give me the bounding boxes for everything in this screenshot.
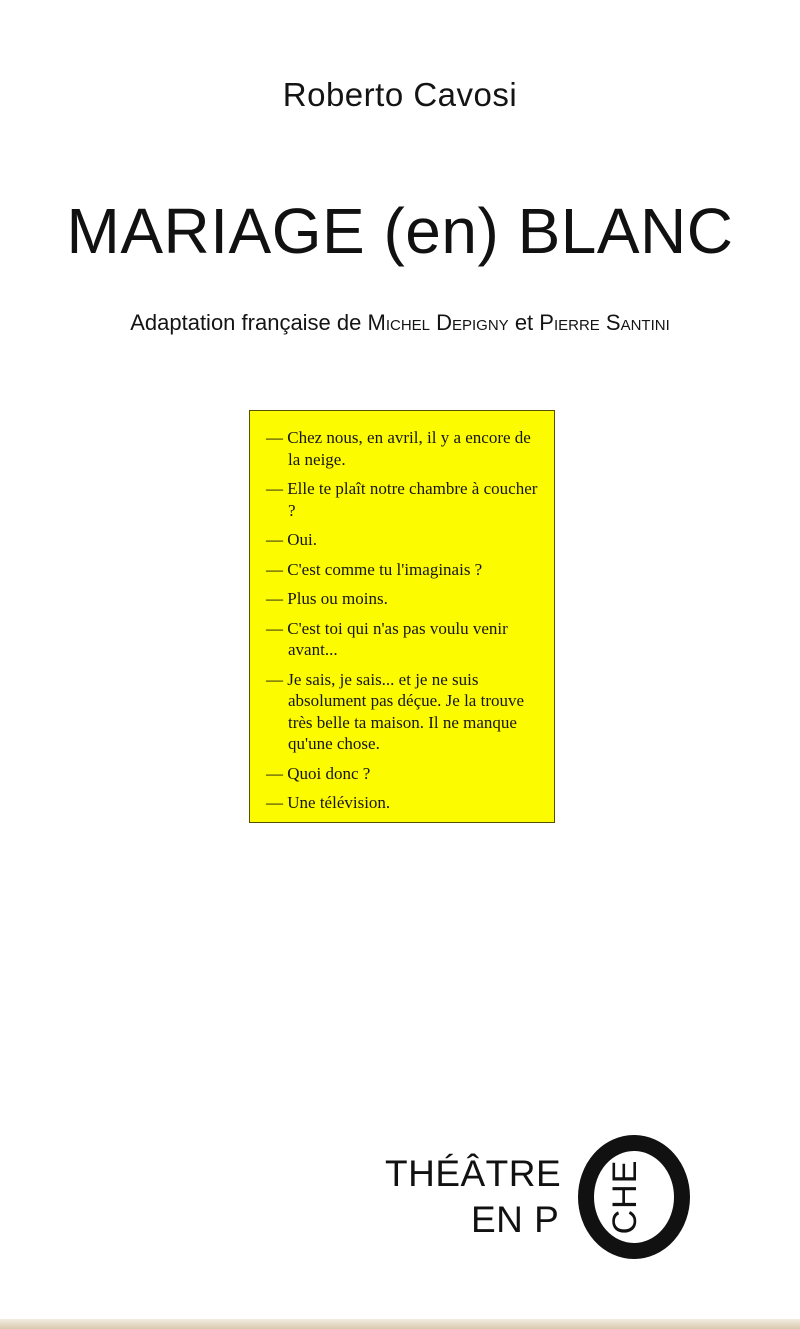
adaptation-credit (0, 310, 800, 336)
excerpt-line: — Quoi donc ? (266, 763, 371, 783)
adaptation-prefix: Adaptation française de (130, 310, 368, 335)
excerpt-line: — C'est comme tu l'imaginais ? (266, 559, 483, 579)
translator-2: Pierre Santini (539, 310, 670, 335)
excerpt-line: — Plus ou moins. (266, 589, 388, 608)
author-name: Roberto Cavosi (282, 76, 518, 113)
book-title: MARIAGE (en) BLANC (66, 195, 734, 267)
publisher-logo-line-2: EN P (471, 1199, 560, 1240)
publisher-logo-vertical-text (605, 1149, 655, 1245)
publisher-logo (385, 1135, 705, 1265)
adaptation-conjunction: et (508, 310, 540, 335)
publisher-logo-line-1: THÉÂTRE (385, 1153, 562, 1194)
excerpt-line: — Oui. (266, 530, 317, 549)
excerpt-line: — Elle te plaît notre chambre à coucher ? (266, 479, 538, 520)
excerpt-line: — Je sais, je sais... et je ne suis absolument pas déçue. Je la trouve très belle ta maison. Il ne manque qu'une chose. (266, 669, 525, 753)
excerpt-line: — C'est toi qui n'as pas voulu venir avant... (266, 618, 508, 659)
excerpt-line: — Une télévision. (266, 793, 391, 812)
excerpt-box (249, 410, 555, 823)
publisher-logo-vertical-word: CHE (605, 1159, 644, 1235)
translator-1: Michel Depigny (367, 310, 509, 335)
page-edge (0, 1319, 800, 1329)
excerpt-line: — Chez nous, en avril, il y a encore de la neige. (266, 428, 531, 469)
